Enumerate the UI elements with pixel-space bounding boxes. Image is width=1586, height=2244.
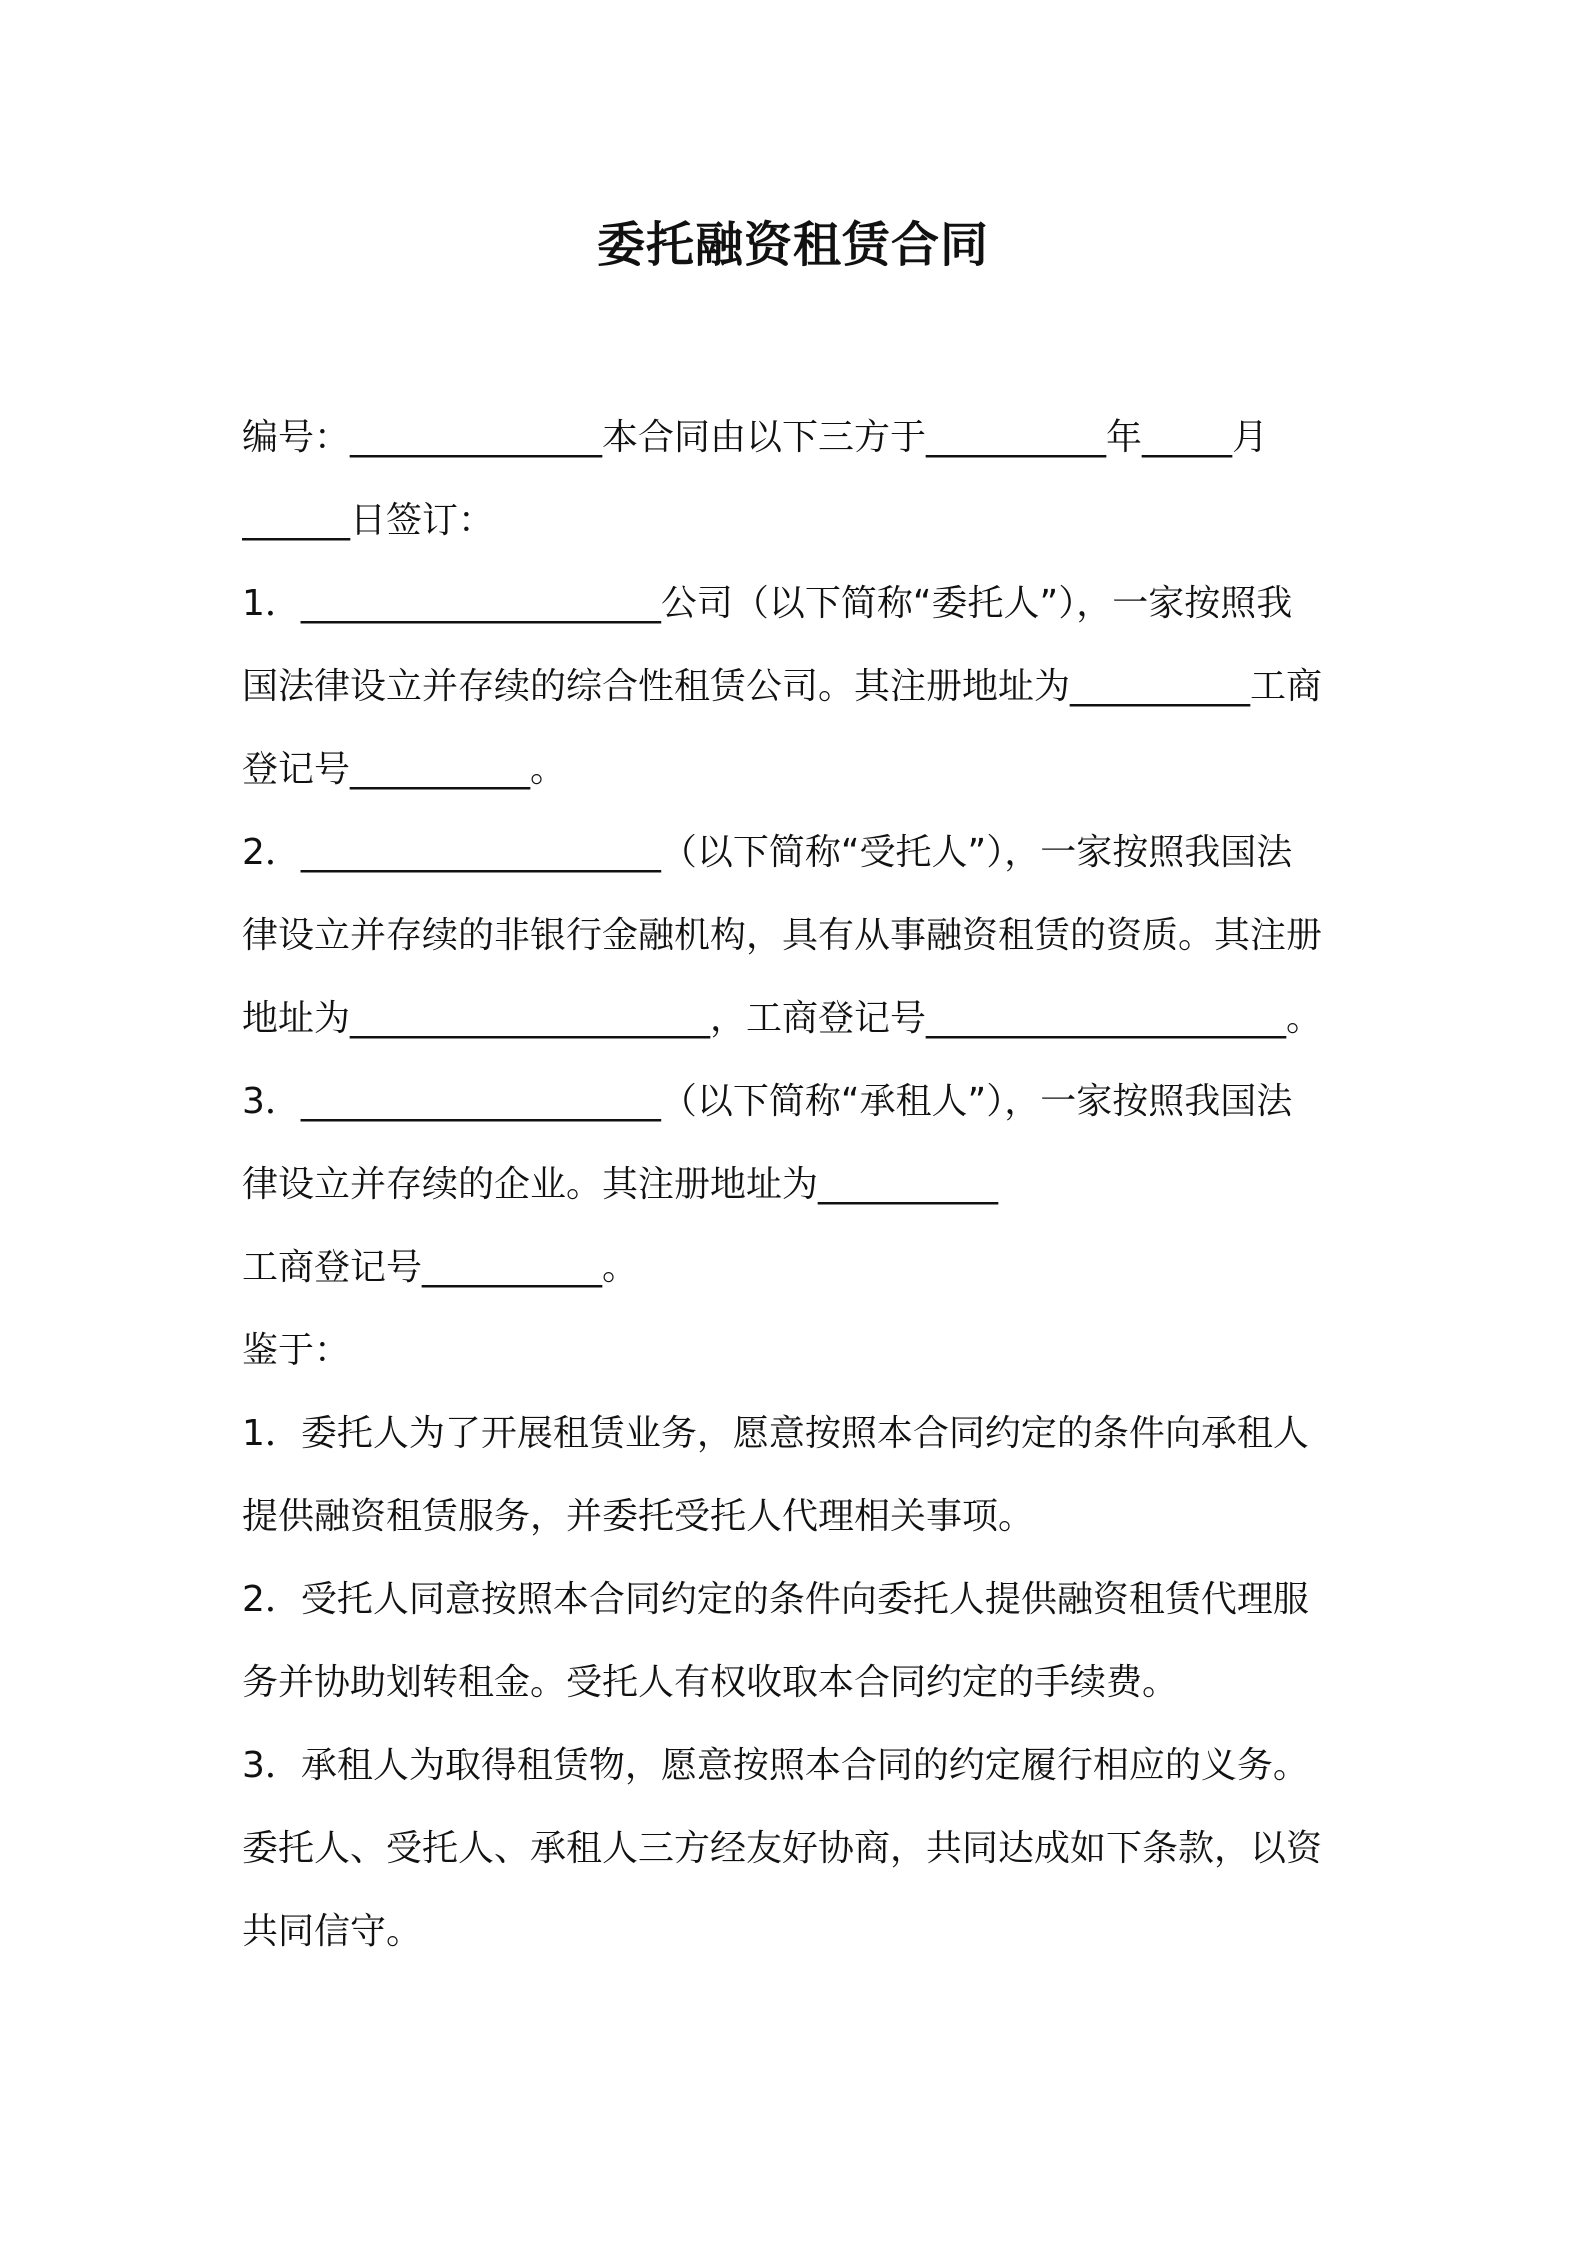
- whereas-3-line: 3．承租人为取得租赁物，愿意按照本合同的约定履行相应的义务。: [242, 1745, 1309, 1786]
- whereas-2-line-1: 2．受托人同意按照本合同约定的条件向委托人提供融资租赁代理服: [242, 1579, 1309, 1620]
- party-1-line-1: 1．____________________公司（以下简称“委托人”），一家按照我: [242, 583, 1293, 624]
- contract-number-line: 编号：______________本合同由以下三方于__________年_____月: [242, 417, 1269, 458]
- party-2-line-2: 律设立并存续的非银行金融机构，具有从事融资租赁的资质。其注册: [242, 915, 1323, 956]
- party-3-line-3: 工商登记号__________。: [242, 1247, 639, 1288]
- party-1-line-2: 国法律设立并存续的综合性租赁公司。其注册地址为__________工商: [242, 666, 1323, 707]
- whereas-1-line-1: 1．委托人为了开展租赁业务，愿意按照本合同约定的条件向承租人: [242, 1413, 1309, 1454]
- party-3-line-2: 律设立并存续的企业。其注册地址为__________: [242, 1164, 999, 1205]
- party-2-line-3: 地址为____________________，工商登记号____________________。: [242, 998, 1323, 1039]
- agreement-line-1: 委托人、受托人、承租人三方经友好协商，共同达成如下条款，以资: [242, 1828, 1323, 1869]
- party-2-line-1: 2．____________________（以下简称“受托人”），一家按照我国法: [242, 832, 1293, 873]
- whereas-heading: 鉴于：: [242, 1330, 351, 1371]
- signing-date-line: ______日签订：: [242, 500, 495, 541]
- whereas-1-line-2: 提供融资租赁服务，并委托受托人代理相关事项。: [242, 1496, 1035, 1537]
- whereas-2-line-2: 务并协助划转租金。受托人有权收取本合同约定的手续费。: [242, 1662, 1179, 1703]
- agreement-line-2: 共同信守。: [242, 1911, 423, 1952]
- party-1-line-3: 登记号__________。: [242, 749, 567, 790]
- document-title: 委托融资租赁合同: [596, 217, 989, 273]
- party-3-line-1: 3．____________________（以下简称“承租人”），一家按照我国法: [242, 1081, 1293, 1122]
